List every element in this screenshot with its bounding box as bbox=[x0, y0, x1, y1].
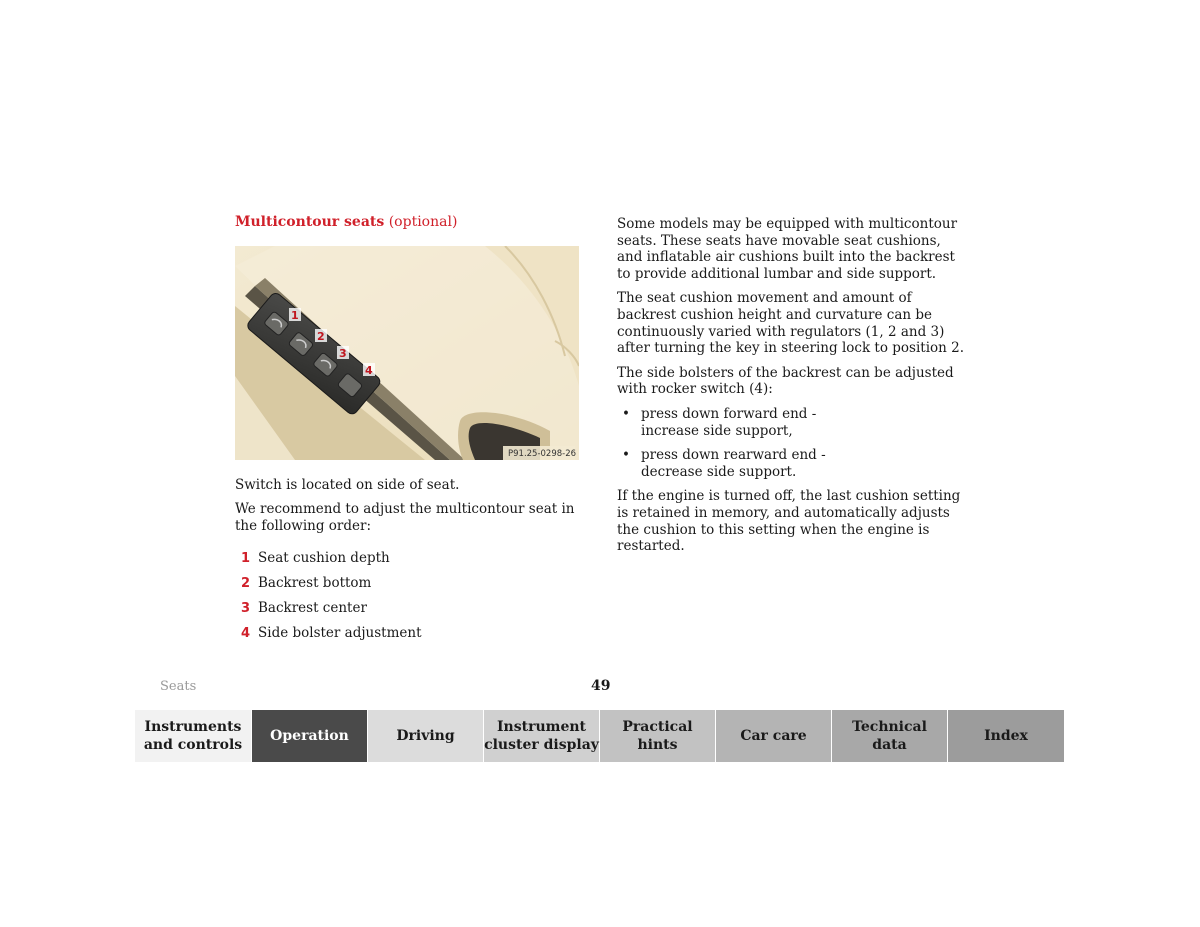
tab-label: Car care bbox=[740, 728, 807, 744]
bullet-item bbox=[617, 447, 967, 480]
callout-1: 1 bbox=[291, 309, 299, 322]
tab-label: and controls bbox=[143, 737, 243, 753]
adjustment-order-list bbox=[241, 550, 422, 650]
switch-location-text: Switch is located on side of seat. bbox=[235, 477, 460, 493]
tab-label: Operation bbox=[270, 728, 349, 744]
page-number: 49 bbox=[591, 678, 611, 694]
chapter-nav-bar bbox=[135, 710, 1064, 762]
tab-instrument-cluster-display[interactable] bbox=[484, 710, 600, 762]
tab-instruments-and-controls[interactable] bbox=[135, 710, 252, 762]
figure-code: P91.25-0298-26 bbox=[508, 449, 577, 459]
list-item-label: Backrest bottom bbox=[258, 575, 372, 591]
tab-label: Instruments bbox=[144, 719, 242, 735]
tab-driving[interactable] bbox=[368, 710, 484, 762]
side-bolster-paragraph: The side bolsters of the backrest can be adjusted with rocker switch (4): bbox=[617, 364, 954, 398]
tab-label: Driving bbox=[396, 728, 455, 744]
tab-index[interactable] bbox=[948, 710, 1064, 762]
heading-qualifier: (optional) bbox=[384, 214, 458, 230]
regulator-paragraph: The seat cushion movement and amount of backrest cushion height and curvature can be continuously varied with regulators (1, 2 and 3) after turning the key in steering lock to position 2. bbox=[617, 290, 965, 357]
list-item-number: 1 bbox=[241, 551, 251, 566]
intro-paragraph: Some models may be equipped with multicontour seats. These seats have movable seat cushions, and inflatable air cushions built into the backrest to provide additional lumbar and side support. bbox=[617, 216, 958, 282]
bullet-item bbox=[617, 406, 967, 439]
list-item-label: Side bolster adjustment bbox=[258, 625, 422, 641]
tab-label: Instrument bbox=[497, 719, 586, 735]
bullet-line: press down forward end - bbox=[641, 405, 817, 422]
list-item bbox=[241, 625, 422, 650]
list-item-number: 3 bbox=[241, 601, 251, 616]
tab-practical-hints[interactable] bbox=[600, 710, 716, 762]
tab-label: Practical hints bbox=[622, 719, 693, 753]
tab-label: Index bbox=[984, 728, 1028, 744]
tab-operation[interactable] bbox=[252, 710, 368, 762]
tab-label: data bbox=[872, 737, 907, 753]
tab-label: Technical bbox=[852, 719, 927, 735]
footer-section-label: Seats bbox=[160, 679, 197, 694]
right-column bbox=[617, 216, 967, 563]
bullet-line: increase side support, bbox=[641, 422, 793, 439]
list-item-number: 2 bbox=[241, 576, 251, 591]
list-item-label: Backrest center bbox=[258, 600, 367, 616]
heading-title: Multicontour seats bbox=[235, 214, 385, 230]
recommend-text: We recommend to adjust the multicontour seat in the following order: bbox=[235, 501, 575, 534]
list-item bbox=[241, 575, 422, 600]
tab-car-care[interactable] bbox=[716, 710, 832, 762]
memory-paragraph: If the engine is turned off, the last cushion setting is retained in memory, and automatically adjusts the cushion to this setting when the engine is restarted. bbox=[617, 488, 961, 555]
bullet-dot-icon: • bbox=[622, 447, 630, 464]
seat-switch-illustration bbox=[235, 246, 579, 460]
tab-label: cluster display bbox=[484, 737, 599, 753]
callout-2: 2 bbox=[317, 330, 325, 343]
callout-3: 3 bbox=[339, 347, 347, 360]
list-item-label: Seat cushion depth bbox=[258, 550, 390, 566]
seat-switch-figure bbox=[235, 246, 579, 460]
tab-technical-data[interactable] bbox=[832, 710, 948, 762]
list-item-number: 4 bbox=[241, 626, 251, 641]
callout-4: 4 bbox=[365, 364, 373, 377]
bullet-dot-icon: • bbox=[622, 405, 630, 422]
section-heading bbox=[235, 214, 457, 230]
list-item bbox=[241, 600, 422, 625]
list-item bbox=[241, 550, 422, 575]
bullet-line: decrease side support. bbox=[641, 463, 797, 480]
bullet-line: press down rearward end - bbox=[641, 447, 826, 464]
